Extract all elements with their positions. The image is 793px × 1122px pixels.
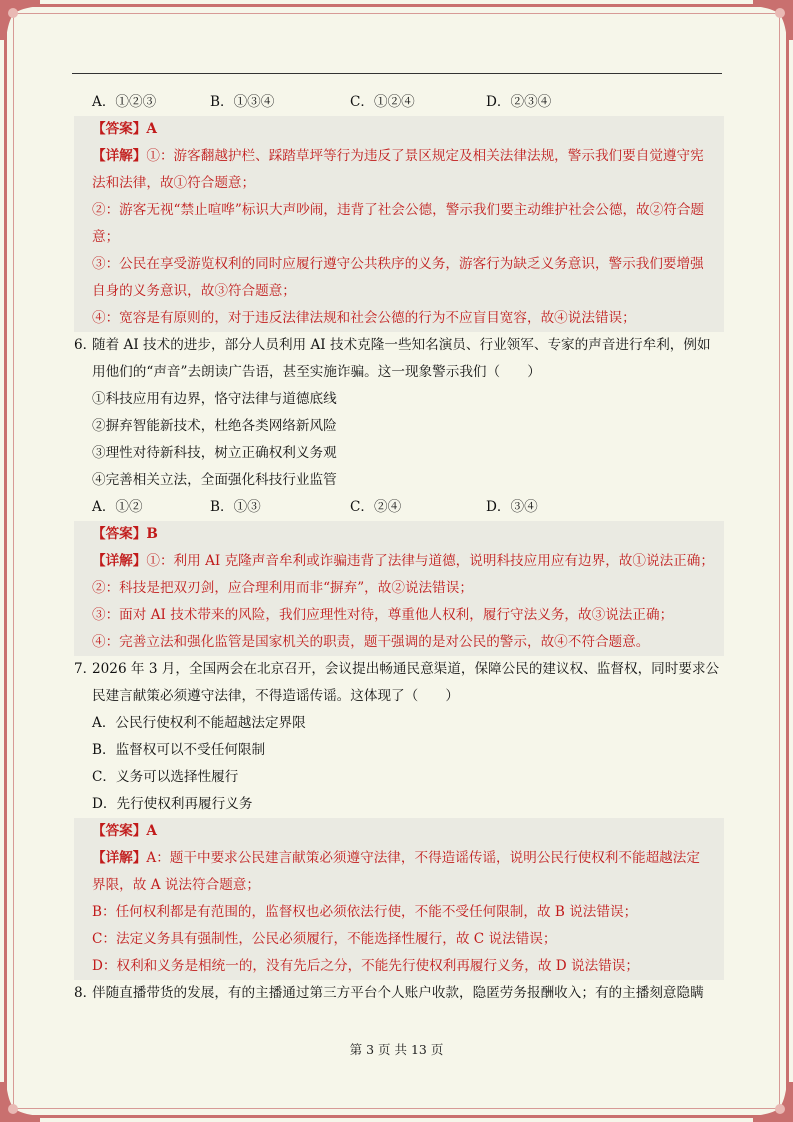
q6-item: ④完善相关立法，全面强化科技行业监管 [92, 472, 337, 488]
q6-answer-block [74, 521, 724, 656]
corner-ornament-icon [753, 1082, 793, 1122]
q5-explain-line: 自身的义务意识，故③符合题意； [92, 283, 296, 299]
q6-answer: 【答案】B [92, 526, 158, 542]
q7-answer-block [74, 818, 724, 980]
q5-explain-line: 法和法律，故①符合题意； [92, 175, 256, 191]
q7-explain-line: C：法定义务具有强制性，公民必须履行，不能选择性履行，故 C 说法错误； [92, 931, 557, 947]
q5-explain-line: ②：游客无视“禁止喧哗”标识大声吵闹，违背了社会公德，警示我们要主动维护社会公德，故②符合题 [92, 202, 705, 218]
q6-item: ③理性对待新科技，树立正确权利义务观 [92, 445, 337, 461]
q6-explain-line: ④：完善立法和强化监管是国家机关的职责，题干强调的是对公民的警示，故④不符合题意。 [92, 634, 650, 650]
q7-stem-line: 民建言献策必须遵守法律，不得造谣传谣。这体现了（ ） [92, 688, 460, 704]
q7-explain-line: B：任何权利都是有范围的，监督权也必须依法行使，不能不受任何限制，故 B 说法错误； [92, 904, 638, 920]
q7-number: 7． [74, 661, 97, 677]
q7-answer: 【答案】A [92, 823, 157, 839]
page-content [74, 89, 724, 1007]
corner-ornament-icon [0, 1082, 40, 1122]
corner-ornament-icon [0, 0, 40, 40]
q5-explain-line: 【详解】①：游客翻越护栏、踩踏草坪等行为违反了景区规定及相关法律法规，警示我们要自觉遵守宪 [92, 148, 704, 164]
q6-item: ①科技应用有边界，恪守法律与道德底线 [92, 391, 337, 407]
q5-answer-block [74, 116, 724, 332]
q6-item: ②摒弃智能新技术，杜绝各类网络新风险 [92, 418, 337, 434]
q5-option-a: A．①②③ [92, 94, 157, 110]
q5-option-d: D．②③④ [486, 94, 552, 110]
q6-option-c: C．②④ [350, 499, 402, 515]
q6-stem-line: 随着 AI 技术的进步，部分人员利用 AI 技术克隆一些知名演员、行业领军、专家的声音进行牟利，例如 [92, 337, 711, 353]
q5-options [74, 89, 724, 116]
q6-number: 6． [74, 337, 97, 353]
q5-explain-line: ③：公民在享受游览权利的同时应履行遵守公共秩序的义务，游客行为缺乏义务意识，警示我们要增强 [92, 256, 704, 272]
q5-explain-line: ④：宽容是有原则的，对于违反法律法规和社会公德的行为不应盲目宽容，故④说法错误； [92, 310, 636, 326]
q5-explain-line: 意； [92, 229, 120, 245]
q6-explain-line: 【详解】①：利用 AI 克隆声音牟利或诈骗违背了法律与道德，说明科技应用应有边界，故①说法正确； [92, 553, 714, 569]
q6-option-a: A．①② [92, 499, 143, 515]
q7-option-b: B．监督权可以不受任何限制 [92, 742, 266, 758]
q7-explain-line: 【详解】A：题干中要求公民建言献策必须遵守法律，不得造谣传谣，说明公民行使权利不能超越法定 [92, 850, 700, 866]
q6-explain-line: ②：科技是把双刃剑，应合理利用而非“摒弃”，故②说法错误； [92, 580, 473, 596]
q6-options [74, 494, 724, 521]
page-number: 第 3 页 共 13 页 [349, 1042, 444, 1057]
q5-option-c: C．①②④ [350, 94, 415, 110]
q7-option-a: A．公民行使权利不能超越法定界限 [92, 715, 306, 731]
q6-stem-line: 用他们的“声音”去朗读广告语，甚至实施诈骗。这一现象警示我们（ ） [92, 364, 541, 380]
question-7 [74, 656, 724, 710]
q8-stem-line: 伴随直播带货的发展，有的主播通过第三方平台个人账户收款，隐匿劳务报酬收入；有的主播刻意隐瞒 [92, 985, 704, 1001]
question-6 [74, 332, 724, 386]
question-8 [74, 980, 724, 1007]
q7-stem-line: 2026 年 3 月，全国两会在北京召开，会议提出畅通民意渠道，保障公民的建议权、监督权，同时要求公 [92, 661, 720, 677]
q7-option-d: D．先行使权利再履行义务 [92, 796, 253, 812]
q5-answer: 【答案】A [92, 121, 157, 137]
q7-option-c: C．义务可以选择性履行 [92, 769, 239, 785]
q7-explain-line: 界限，故 A 说法符合题意； [92, 877, 260, 893]
q6-option-d: D．③④ [486, 499, 538, 515]
q6-option-b: B．①③ [210, 499, 261, 515]
q8-number: 8． [74, 985, 97, 1001]
header-rule [72, 73, 722, 74]
q5-option-b: B．①③④ [210, 94, 275, 110]
corner-ornament-icon [753, 0, 793, 40]
q7-explain-line: D：权利和义务是相统一的，没有先后之分，不能先行使权利再履行义务，故 D 说法错误； [92, 958, 639, 974]
q6-explain-line: ③：面对 AI 技术带来的风险，我们应理性对待，尊重他人权利，履行守法义务，故③说法正确； [92, 607, 674, 623]
